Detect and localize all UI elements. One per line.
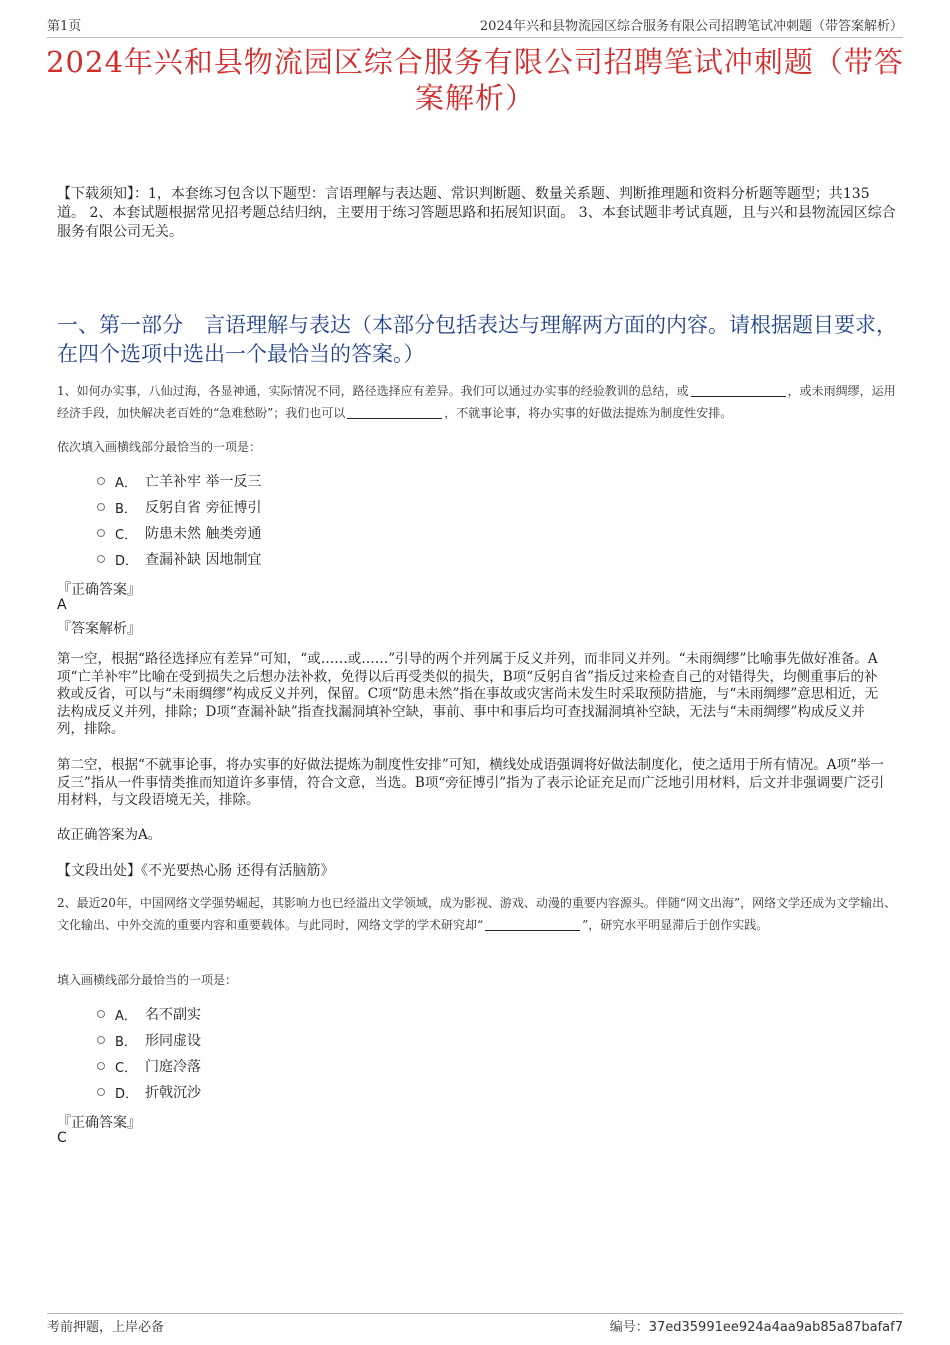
- analysis-label: 『答案解析』: [57, 621, 141, 637]
- radio-button[interactable]: [97, 529, 105, 537]
- option-b[interactable]: B． 形同虚设: [97, 1027, 201, 1053]
- option-a[interactable]: A． 名不副实: [97, 1001, 201, 1027]
- question-2-options: [97, 1001, 201, 1105]
- header-doc-title: 2024年兴和县物流园区综合服务有限公司招聘笔试冲刺题（带答案解析）: [479, 19, 903, 34]
- document-code: 编号：37ed35991ee924a4aa9ab85a87bafaf7: [609, 1320, 903, 1335]
- passage-source: 【文段出处】《不光要热心肠 还得有活脑筋》: [57, 863, 335, 879]
- analysis-paragraph: 第一空，根据“路径选择应有差异”可知，“或……或……”引导的两个并列属于反义并列，而非同义并列。“未雨绸缪”比喻事先做好准备。A项“亡羊补牢”比喻在受到损失之后想办法补救，免得以后再受类似的损失，B项“反躬自省”指反过来检查自己的对错得失，均侧重事后的补救或反省，可以与“未雨绸缪”构成反义并列，保留。C项“防患未然”指在事故或灾害尚未发生时采取预防措施，与“未雨绸缪”意思相近，无法构成反义并列，排除；D项“查漏补缺”指查找漏洞填补空缺，事前、事中和事后均可查找漏洞填补空缺，无法与“未雨绸缪”构成反义并列，排除。: [57, 651, 879, 737]
- question-1-text: 1、如何办实事，八仙过海，各显神通，实际情况不同，路径选择应有差异。我们可以通过办实事的经验教训的总结，或 ，或未雨绸缪，运用经济手段，加快解决老百姓的“急难愁盼”；我们也可以 ，不就事论事，将办实事的好做法提炼为制度性安排。: [57, 384, 896, 420]
- page-header: [47, 14, 903, 38]
- analysis-conclusion: 故正确答案为A。: [57, 827, 162, 843]
- correct-answer: C: [57, 1130, 67, 1146]
- radio-button[interactable]: [97, 477, 105, 485]
- option-c[interactable]: C． 门庭冷落: [97, 1053, 201, 1079]
- radio-button[interactable]: [97, 1088, 105, 1096]
- question-1-prompt: 依次填入画横线部分最恰当的一项是：: [57, 440, 262, 454]
- correct-answer-label: 『正确答案』: [57, 1115, 141, 1131]
- option-d[interactable]: D． 折戟沉沙: [97, 1079, 201, 1105]
- option-a[interactable]: A． 亡羊补牢 举一反三: [97, 468, 261, 494]
- footer-slogan: 考前押题，上岸必备: [47, 1320, 165, 1335]
- page-number: 第1页: [47, 19, 82, 34]
- download-notice: 【下载须知】：1，本套练习包含以下题型：言语理解与表达题、常识判断题、数量关系题、判断推理题和资料分析题等题型；共135道。 2、本套试题根据常见招考题总结归纳，主要用于练习答题思路和拓展知识面。 3、本套试题非考试真题，且与兴和县物流园区综合服务有限公司无关。: [57, 186, 896, 240]
- radio-button[interactable]: [97, 1010, 105, 1018]
- question-2-text: 2、最近20年，中国网络文学强势崛起，其影响力也已经溢出文学领域，成为影视、游戏、动漫的重要内容源头。伴随“网文出海”，网络文学还成为文学输出、文化输出、中外交流的重要内容和重要载体。与此同时，网络文学的学术研究却“ ”，研究水平明显滞后于创作实践。: [57, 896, 897, 932]
- blank-line: [485, 916, 580, 931]
- document-title: 2024年兴和县物流园区综合服务有限公司招聘笔试冲刺题（带答案解析）: [46, 45, 904, 115]
- radio-button[interactable]: [97, 1036, 105, 1044]
- option-b[interactable]: B． 反躬自省 旁征博引: [97, 494, 261, 520]
- blank-line: [347, 404, 442, 419]
- correct-answer: A: [57, 597, 67, 613]
- option-d[interactable]: D． 查漏补缺 因地制宜: [97, 546, 261, 572]
- blank-line: [691, 382, 786, 397]
- radio-button[interactable]: [97, 555, 105, 563]
- correct-answer-label: 『正确答案』: [57, 582, 141, 598]
- question-1-options: [97, 468, 261, 572]
- section-heading: 一、第一部分 言语理解与表达（本部分包括表达与理解两方面的内容。请根据题目要求，在四个选项中选出一个最恰当的答案。）: [57, 313, 897, 366]
- question-2-prompt: 填入画横线部分最恰当的一项是：: [57, 973, 238, 987]
- radio-button[interactable]: [97, 503, 105, 511]
- radio-button[interactable]: [97, 1062, 105, 1070]
- page-footer: [47, 1313, 903, 1335]
- analysis-paragraph: 第二空，根据“不就事论事，将办实事的好做法提炼为制度性安排”可知，横线处成语强调将好做法制度化，使之适用于所有情况。A项“举一反三”指从一件事情类推而知道许多事情，符合文意，当选。B项“旁征博引”指为了表示论证充足而广泛地引用材料，后文并非强调要广泛引用材料，与文段语境无关，排除。: [57, 757, 885, 808]
- option-c[interactable]: C． 防患未然 触类旁通: [97, 520, 261, 546]
